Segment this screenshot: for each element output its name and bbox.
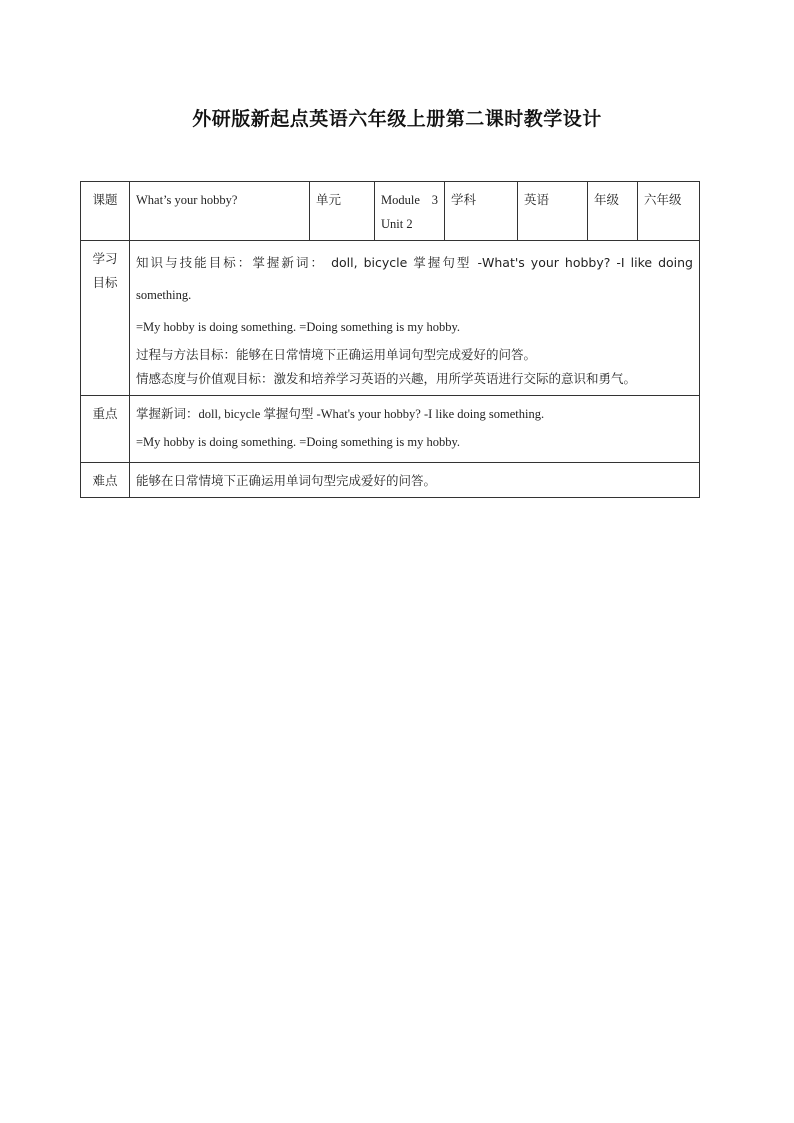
difficulties-row <box>81 463 700 498</box>
key-points-line-2: =My hobby is doing something. =Doing something is my hobby. <box>136 435 461 449</box>
objectives-label <box>81 241 130 396</box>
page-title: 外研版新起点英语六年级上册第二课时教学设计 <box>192 108 602 130</box>
key-points-content <box>130 396 700 463</box>
topic-label: 课题 <box>81 182 130 241</box>
header-row <box>81 182 700 241</box>
objectives-line-5: 情感态度与价值观目标：激发和培养学习英语的兴趣，用所学英语进行交际的意识和勇气。 <box>136 371 637 386</box>
objectives-label-line1: 学习 <box>92 252 118 266</box>
unit-label: 单元 <box>310 182 375 241</box>
objectives-line-4: 过程与方法目标：能够在日常情境下正确运用单词句型完成爱好的问答。 <box>136 347 537 362</box>
objectives-line-1: 知识与技能目标：掌握新词： doll, bicycle 掌握句型 -What's your hobby? -I like doing <box>136 255 693 270</box>
difficulties-line-1: 能够在日常情境下正确运用单词句型完成爱好的问答。 <box>136 474 437 488</box>
key-points-row <box>81 396 700 463</box>
subject-value: 英语 <box>518 182 588 241</box>
unit-value-module: Module 3 <box>381 193 438 207</box>
difficulties-content <box>130 463 700 498</box>
objectives-line-2: something. <box>136 288 192 302</box>
objectives-content <box>130 241 700 396</box>
unit-value <box>375 182 445 241</box>
grade-label: 年级 <box>588 182 638 241</box>
difficulties-label: 难点 <box>81 463 130 498</box>
key-points-line-1: 掌握新词：doll, bicycle 掌握句型 -What's your hobby? -I like doing something. <box>136 407 545 421</box>
objectives-row <box>81 241 700 396</box>
unit-value-unit: Unit 2 <box>381 217 413 231</box>
subject-label: 学科 <box>445 182 518 241</box>
objectives-label-line2: 目标 <box>92 276 118 290</box>
grade-value: 六年级 <box>638 182 700 241</box>
key-points-label: 重点 <box>81 396 130 463</box>
objectives-line-3: =My hobby is doing something. =Doing something is my hobby. <box>136 320 461 334</box>
lesson-plan-table <box>80 181 700 498</box>
topic-value: What’s your hobby? <box>130 182 310 241</box>
